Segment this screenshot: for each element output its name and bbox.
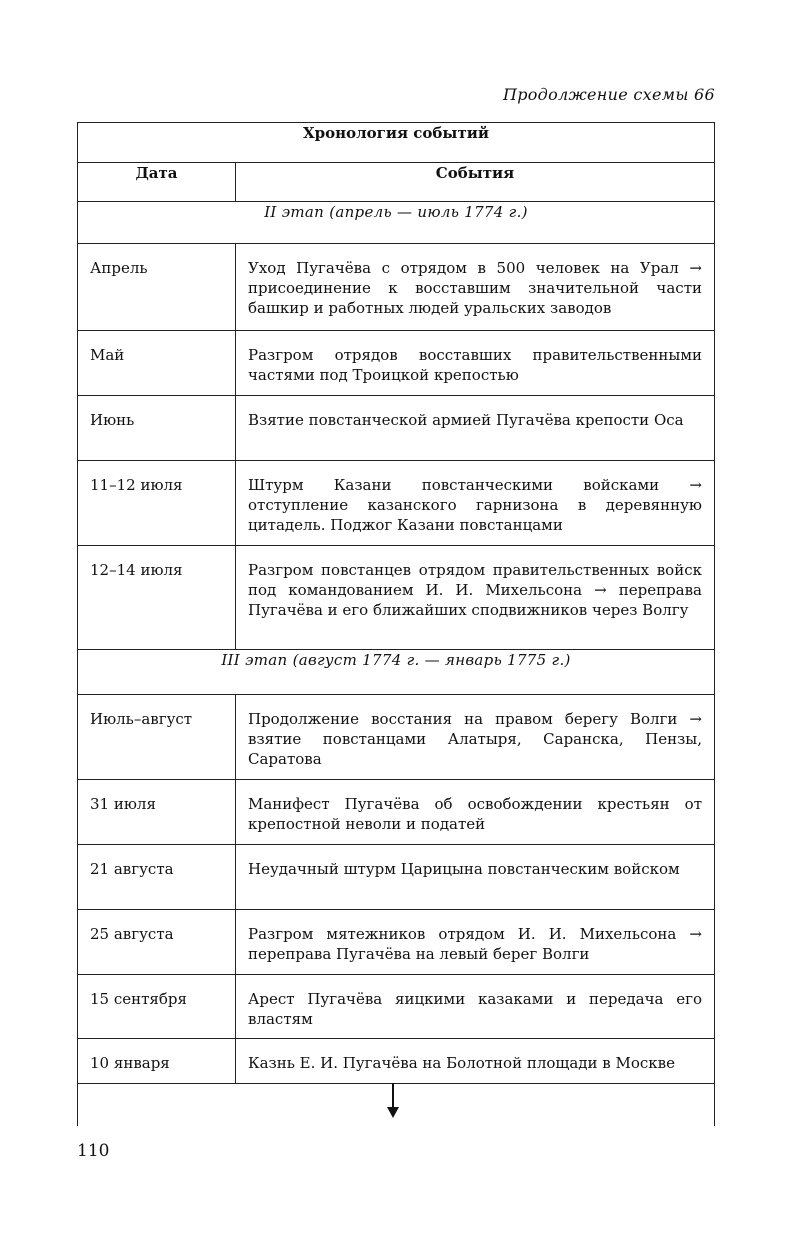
event-date: 10 января: [78, 1039, 236, 1084]
event-description: Разгром мятежников отрядом И. И. Михельсона → переправа Пугачёва на левый берег Волги: [236, 910, 715, 975]
table-row: [78, 331, 715, 396]
event-date: Апрель: [78, 244, 236, 331]
event-description: Разгром повстанцев отрядом правительственных войск под командованием И. И. Михельсона → переправа Пугачёва и его ближайших сподвижников через Волгу: [236, 546, 715, 650]
table-row: [78, 461, 715, 546]
table-row: [78, 695, 715, 780]
table-row: [78, 845, 715, 910]
stage-3-heading: III этап (август 1774 г. — январь 1775 г.): [78, 650, 715, 695]
page-number: 110: [77, 1141, 110, 1161]
event-date: 11–12 июля: [78, 461, 236, 546]
event-description: Продолжение восстания на правом берегу Волги → взятие повстанцами Алатыря, Саранска, Пензы, Саратова: [236, 695, 715, 780]
event-date: Май: [78, 331, 236, 396]
event-description: Уход Пугачёва с отрядом в 500 человек на Урал → присоединение к восставшим значительной части башкир и работных людей уральских заводов: [236, 244, 715, 331]
event-description: Казнь Е. И. Пугачёва на Болотной площади в Москве: [236, 1039, 715, 1084]
table-row: [78, 546, 715, 650]
table-title: Хронология событий: [78, 123, 715, 163]
event-date: 31 июля: [78, 780, 236, 845]
event-date: Июнь: [78, 396, 236, 461]
table-row: [78, 975, 715, 1039]
continuation-cell: [78, 1084, 715, 1127]
event-date: Июль–август: [78, 695, 236, 780]
event-date: 15 сентября: [78, 975, 236, 1039]
table-row: [78, 244, 715, 331]
column-header-date: Дата: [78, 163, 236, 202]
event-description: Манифест Пугачёва об освобождении крестьян от крепостной неволи и податей: [236, 780, 715, 845]
stage-2-heading: II этап (апрель — июль 1774 г.): [78, 202, 715, 244]
event-description: Штурм Казани повстанческими войсками → отступление казанского гарнизона в деревянную цитадель. Поджог Казани повстанцами: [236, 461, 715, 546]
event-date: 21 августа: [78, 845, 236, 910]
event-description: Взятие повстанческой армией Пугачёва крепости Оса: [236, 396, 715, 461]
table-row: [78, 1039, 715, 1084]
column-header-events: События: [236, 163, 715, 202]
event-description: Неудачный штурм Царицына повстанческим войском: [236, 845, 715, 910]
scheme-caption: Продолжение схемы 66: [502, 85, 715, 104]
table-row: [78, 396, 715, 461]
event-date: 25 августа: [78, 910, 236, 975]
event-description: Арест Пугачёва яицкими казаками и передача его властям: [236, 975, 715, 1039]
event-description: Разгром отрядов восставших правительственными частями под Троицкой крепостью: [236, 331, 715, 396]
chronology-table: [77, 122, 715, 1126]
event-date: 12–14 июля: [78, 546, 236, 650]
table-row: [78, 910, 715, 975]
table-row: [78, 780, 715, 845]
